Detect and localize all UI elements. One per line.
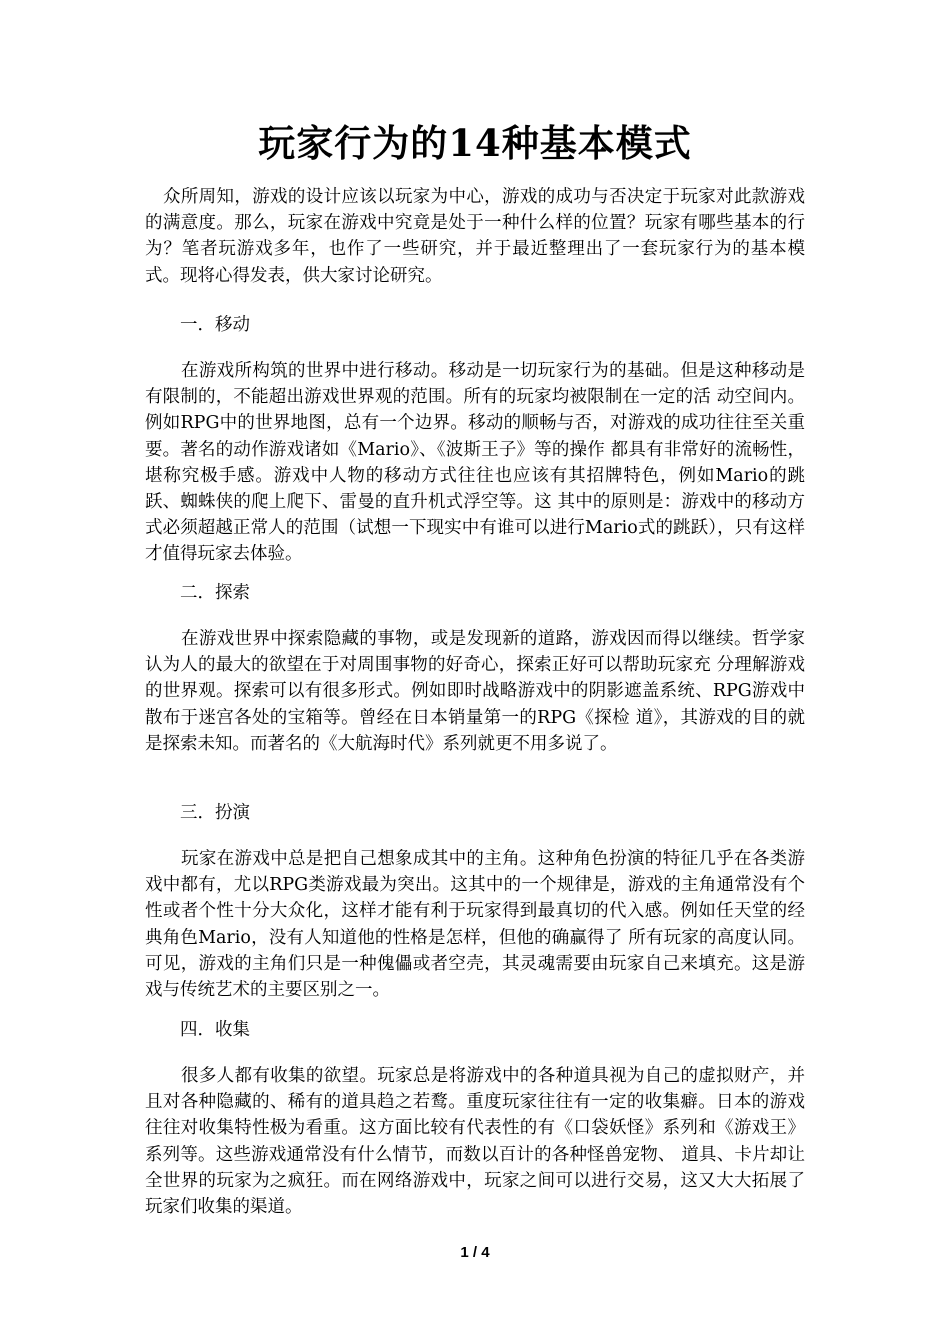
section-heading-collection: 四．收集: [180, 1020, 250, 1040]
section-body-collection: 很多人都有收集的欲望。玩家总是将游戏中的各种道具视为自己的虚拟财产，并且对各种隐藏的、稀有的道具趋之若鹜。重度玩家往往有一定的收集癖。日本的游戏往往对收集特性极为看重。这方面比较有代表性的有《口袋妖怪》系列和《游戏王》系列等。这些游戏通常没有什么情节，而数以百计的各种怪兽宠物、 道具、卡片却让全世界的玩家为之疯狂。而在网络游戏中，玩家之间可以进行交易，这又大大拓展了玩家们收集的渠道。: [145, 1066, 805, 1218]
section-heading-movement: 一．移动: [180, 315, 250, 335]
section-body-roleplay: 玩家在游戏中总是把自己想象成其中的主角。这种角色扮演的特征几乎在各类游戏中都有，尤以RPG类游戏最为突出。这其中的一个规律是，游戏的主角通常没有个性或者个性十分大众化，这样才能有利于玩家得到最真切的代入感。例如任天堂的经典角色Mario，没有人知道他的性格是怎样，但他的确赢得了 所有玩家的高度认同。可见，游戏的主角们只是一种傀儡或者空壳，其灵魂需要由玩家自己来填充。这是游戏与传统艺术的主要区别之一。: [145, 849, 805, 1001]
intro-paragraph: 众所周知，游戏的设计应该以玩家为中心，游戏的成功与否决定于玩家对此款游戏的满意度。那么，玩家在游戏中究竟是处于一种什么样的位置？玩家有哪些基本的行为？笔者玩游戏多年，也作了一些研究，并于最近整理出了一套玩家行为的基本模式。现将心得发表，供大家讨论研究。: [145, 187, 805, 286]
section-body-movement: 在游戏所构筑的世界中进行移动。移动是一切玩家行为的基础。但是这种移动是有限制的，不能超出游戏世界观的范围。所有的玩家均被限制在一定的活 动空间内。例如RPG中的世界地图，总有一个边界。移动的顺畅与否，对游戏的成功往往至关重要。著名的动作游戏诸如《Mario》、《波斯王子》等的操作 都具有非常好的流畅性，堪称究极手感。游戏中人物的移动方式往往也应该有其招牌特色，例如Mario的跳跃、蜘蛛侠的爬上爬下、雷曼的直升机式浮空等。这 其中的原则是：游戏中的移动方式必须超越正常人的范围（试想一下现实中有谁可以进行Mario式的跳跃），只有这样才值得玩家去体验。: [145, 361, 805, 565]
document-title: 玩家行为的14种基本模式: [258, 121, 692, 165]
page-number: 1 / 4: [460, 1244, 490, 1261]
section-heading-exploration: 二．探索: [180, 583, 250, 603]
section-heading-roleplay: 三．扮演: [180, 803, 250, 823]
section-body-exploration: 在游戏世界中探索隐藏的事物，或是发现新的道路，游戏因而得以继续。哲学家认为人的最大的欲望在于对周围事物的好奇心，探索正好可以帮助玩家充 分理解游戏的世界观。探索可以有很多形式。例如即时战略游戏中的阴影遮盖系统、RPG游戏中散布于迷宫各处的宝箱等。曾经在日本销量第一的RPG《探检 道》，其游戏的目的就是探索未知。而著名的《大航海时代》系列就更不用多说了。: [145, 629, 805, 754]
